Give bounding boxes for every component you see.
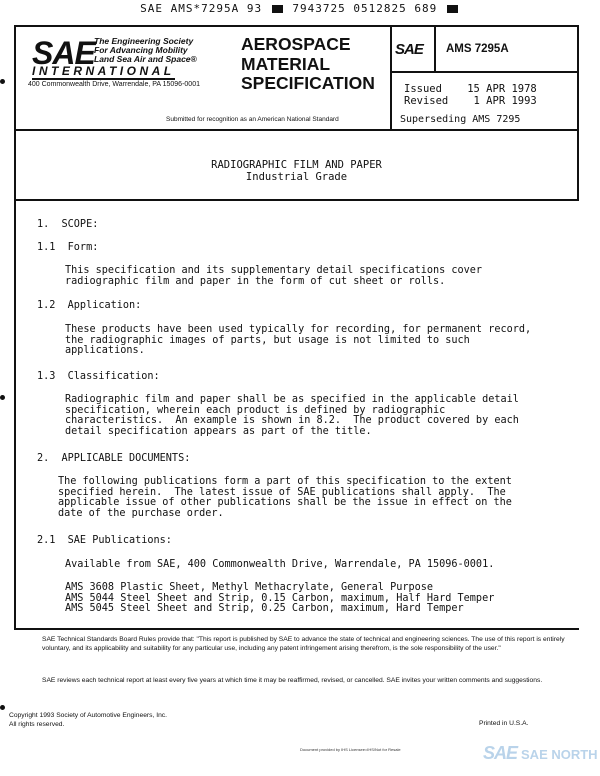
body-bottom-rule (14, 628, 579, 630)
spec-number: AMS 7295A (446, 43, 509, 55)
section-1-2-heading: 1.2 Application: (37, 300, 142, 311)
spec-type-title: AEROSPACE MATERIAL SPECIFICATION (241, 34, 375, 93)
header-divider (434, 27, 436, 71)
section-1-1-paragraph: This specification and its supplementary detail specifications cover radiographic film and paper in the form of cut sheet or rolls. (65, 265, 483, 287)
printed-in: Printed in U.S.A. (479, 720, 529, 727)
left-margin-rule (14, 201, 16, 629)
review-note: SAE reviews each technical report at least every five years at which time it may be reaffirmed, revised, or cancelled. SAE invites your written comments and suggestions. (42, 677, 543, 684)
sae-logo-mark: SAE (32, 35, 95, 71)
section-1-1-heading: 1.1 Form: (37, 242, 99, 253)
superseding-note: Superseding AMS 7295 (400, 114, 521, 125)
sae-logo-international: INTERNATIONAL (32, 64, 175, 78)
punch-hole (0, 705, 5, 710)
header-box (14, 25, 579, 131)
technical-board-rules: SAE Technical Standards Board Rules provide that: "This report is published by SAE to advance the state of technical and engineering sciences. The use of this report is entirely voluntary, and its applicability and suitability for any particular use, including any patent infringement arising therefrom, is the sole responsibility of the user." (42, 636, 565, 652)
section-1-3-paragraph: Radiographic film and paper shall be as specified in the applicable detail specification, wherein each product is defined by radiographic characteristics. An example is shown in 8.2. The product covered by each detail specification appears as part of the title. (65, 394, 519, 437)
document-title: RADIOGRAPHIC FILM AND PAPER Industrial Grade (211, 159, 382, 183)
section-2-1-paragraph: Available from SAE, 400 Commonwealth Drive, Warrendale, PA 15096-0001. (65, 559, 495, 570)
document-code: SAE AMS*7295A 93 7943725 0512825 689 (140, 2, 460, 15)
section-1-3-heading: 1.3 Classification: (37, 371, 160, 382)
issue-dates: Issued 15 APR 1978 Revised 1 APR 1993 (404, 83, 537, 107)
sae-logo-tagline: The Engineering Society For Advancing Mobility Land Sea Air and Space® (94, 36, 197, 64)
section-2-1-heading: 2.1 SAE Publications: (37, 535, 172, 546)
sae-north-watermark: SAE SAE NORTH (483, 743, 598, 763)
copyright-notice: Copyright 1993 Society of Automotive Engineers, Inc. All rights reserved. (9, 712, 167, 728)
section-2-heading: 2. APPLICABLE DOCUMENTS: (37, 453, 191, 464)
license-line: Document provided by IHS Licensee=IHS/Not for Resale (300, 747, 401, 752)
section-1-2-paragraph: These products have been used typically for recording, for permanent record, the radiographic images of parts, but usage is not limited to such applications. (65, 324, 532, 356)
document-code-header (0, 2, 600, 15)
section-2-paragraph: The following publications form a part of this specification to the extent specified herein. The latest issue of SAE publications shall apply. The applicable issue of other publications shall be the issue in effect on the date of the purchase order. (58, 476, 512, 519)
referenced-ams-list: AMS 3608 Plastic Sheet, Methyl Methacrylate, General Purpose AMS 5044 Steel Sheet and Strip, 0.15 Carbon, maximum, Half Hard Temper AMS 5045 Steel Sheet and Strip, 0.25 Carbon, maximum, Hard Temper (65, 582, 495, 614)
header-divider (392, 71, 577, 73)
section-1-heading: 1. SCOPE: (37, 219, 99, 230)
header-divider (390, 27, 392, 129)
ansi-note: Submitted for recognition as an American National Standard (166, 116, 339, 123)
sae-address: 400 Commonwealth Drive, Warrendale, PA 15096-0001 (28, 81, 200, 88)
sae-small-logo: SAE (395, 41, 423, 58)
punch-hole (0, 395, 5, 400)
punch-hole (0, 79, 5, 84)
